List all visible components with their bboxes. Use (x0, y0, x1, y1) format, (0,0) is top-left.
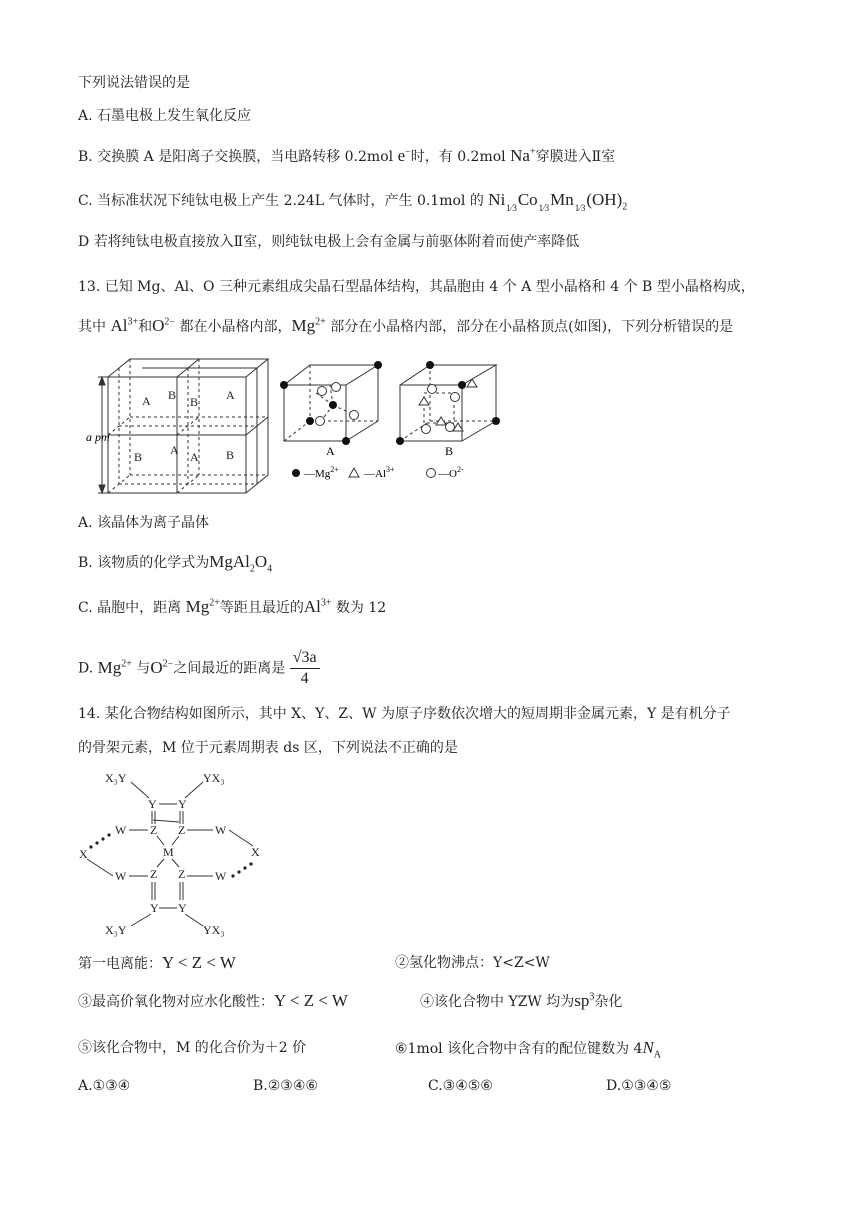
math-expression: Y < Z < W (274, 991, 348, 1010)
statement-2: ②氢化物沸点：Y<Z<W (395, 955, 550, 971)
statement-4: ④该化合物中 YZW 均为$sp^3$杂化 (420, 991, 623, 1010)
atom-label: X₃Y (105, 923, 127, 937)
dimension-label: a pm (86, 430, 110, 444)
q12-stem-tail: 下列说法错误的是 (78, 75, 190, 91)
legend-mg: $—Mg^{2+}$ (304, 465, 339, 480)
option-text: 时，有 0.2mol (410, 149, 506, 165)
precursor-formula: $Ni_{1⁄3}Co_{1⁄3}Mn_{1⁄3}(OH)_2$ (488, 190, 628, 213)
atom-label: W (115, 823, 127, 837)
option-label: A. (78, 515, 93, 531)
option-text: 晶胞中，距离 (97, 600, 182, 616)
mg-ion: $Mg^{2+}$ (291, 316, 326, 335)
statement-1: 第一电离能：Y < Z < W (78, 953, 236, 972)
q14-choice-c[interactable]: C.③④⑤⑥ (428, 1078, 493, 1094)
option-text: 交换膜 A 是阳离子交换膜，当电路转移 0.2mol (97, 149, 394, 165)
option-text: 该物质的化学式为 (97, 555, 210, 571)
q14-choice-a[interactable]: A.①③④ (78, 1078, 131, 1094)
atom-label: YX₃ (203, 771, 225, 785)
mg-legend-icon (292, 469, 300, 477)
avogadro-symbol: $N_A$ (642, 1038, 662, 1061)
cell-letter: B (134, 450, 143, 464)
option-text: 当标准状况下纯钛电极上产生 2.24L 气体时，产生 0.1mol 的 (97, 193, 484, 209)
q14-line2: 的骨架元素，M 位于元素周期表 ds 区，下列说法不正确的是 (78, 740, 458, 756)
option-text: 该晶体为离子晶体 (97, 515, 210, 531)
cell-letter: A (142, 394, 151, 408)
option-label: B. (78, 555, 93, 571)
q12-option-d (78, 232, 579, 252)
atom-label: W (215, 869, 227, 883)
q14-choice-b[interactable]: B.②③④⑥ (253, 1078, 318, 1094)
q12-option-a (78, 106, 251, 126)
atom-label: M (163, 845, 174, 859)
figure-legend (292, 465, 464, 480)
complex-structure-figure (75, 762, 275, 942)
cell-letter: B (226, 448, 235, 462)
option-label: A. (78, 108, 93, 124)
q14-choice-d[interactable]: D.①③④⑤ (606, 1078, 672, 1094)
o-ion: $O^{2-}$ (152, 316, 176, 335)
option-text: 之间最近的距离是 (173, 660, 286, 677)
option-text: 等距且最近的 (219, 600, 304, 616)
atom-label: X (251, 845, 260, 859)
atom-label: X (79, 847, 88, 861)
atom-label: Y (178, 797, 187, 811)
option-text: 穿膜进入Ⅱ室 (535, 149, 616, 165)
atom-label: X₃Y (105, 771, 127, 785)
option-label: C. (78, 193, 93, 209)
cell-letter: B (168, 388, 177, 402)
q12-option-c (78, 190, 627, 218)
cell-letter: A (226, 388, 235, 402)
statement-6: ⑥1mol 该化合物中含有的配位键数为 $4N_A$ (395, 1038, 662, 1061)
atom-label: Y (148, 797, 157, 811)
small-cell-a-label: A (326, 444, 335, 458)
spinel-crystal-figure (86, 355, 490, 500)
electron-symbol: e− (397, 146, 411, 165)
q13-option-d (78, 648, 320, 689)
cell-letter: A (170, 443, 179, 457)
q13-option-b (78, 552, 272, 573)
option-label: D. (78, 660, 94, 677)
al-legend-icon (349, 468, 359, 477)
q12-option-b (78, 146, 615, 167)
distance-fraction: $\frac{√3a}{4}$ (290, 648, 320, 689)
option-text: 数为 12 (335, 600, 387, 616)
option-text: 若将纯钛电极直接放入Ⅱ室，则纯钛电极上会有金属与前驱体附着而使产率降低 (93, 234, 580, 250)
small-cell-b-label: B (445, 444, 454, 458)
al-ion: $Al^{3+}$ (303, 597, 332, 616)
q13-line2: 其中 $Al^{3+}$和$O^{2-}$ 都在小晶格内部，$Mg^{2+}$ 部分在小晶格内部，部分在小晶格顶点(如图)，下列分析错误的是 (78, 316, 734, 335)
option-label: D (78, 234, 90, 250)
atom-label: Z (178, 867, 186, 881)
atom-label: Z (178, 823, 186, 837)
option-text: 石墨电极上发生氧化反应 (97, 108, 252, 124)
atom-label: Z (150, 823, 158, 837)
q13-line1: 13. 已知 Mg、Al、O 三种元素组成尖晶石型晶体结构，其晶胞由 4 个 A 型小晶格和 4 个 B 型小晶格构成， (78, 279, 755, 295)
large-cell-diagram (98, 359, 268, 493)
legend-al: $—Al^{3+}$ (364, 465, 395, 480)
q13-option-c (78, 597, 386, 618)
atom-label: Z (150, 867, 158, 881)
atom-label: YX₃ (203, 923, 225, 937)
option-label: B. (78, 149, 93, 165)
structure-labels (79, 771, 260, 937)
mg-ion: $Mg^{2+}$ (97, 657, 132, 677)
cell-letter: B (190, 395, 199, 409)
o-ion: $O^{2-}$ (150, 657, 174, 677)
legend-o: $—O^{2-}$ (438, 465, 464, 480)
statement-5: ⑤该化合物中，M 的化合价为＋2 价 (78, 1040, 307, 1056)
atom-label: Y (178, 901, 187, 915)
mg-ion: $Mg^{2+}$ (185, 597, 220, 616)
spinel-formula: $MgAl_2O_4$ (209, 552, 273, 575)
q14-line1: 14. 某化合物结构如图所示，其中 X、Y、Z、W 为原子序数依次增大的短周期非金属元素，Y 是有机分子 (78, 706, 731, 722)
option-text: 与 (136, 660, 151, 677)
option-label: C. (78, 600, 93, 616)
statement-3: ③最高价氧化物对应水化酸性：Y < Z < W (78, 991, 348, 1010)
o-legend-icon (427, 469, 436, 478)
atom-label: W (215, 823, 227, 837)
sodium-ion: Na+ (510, 146, 536, 165)
cell-letter: A (190, 450, 199, 464)
atom-label: Y (150, 901, 159, 915)
math-expression: Y < Z < W (162, 953, 236, 972)
al-ion: $Al^{3+}$ (110, 316, 139, 335)
q13-option-a (78, 513, 209, 533)
hybridization: $sp^3$ (574, 991, 595, 1010)
small-cell-b-atoms (396, 361, 500, 445)
atom-label: W (115, 869, 127, 883)
